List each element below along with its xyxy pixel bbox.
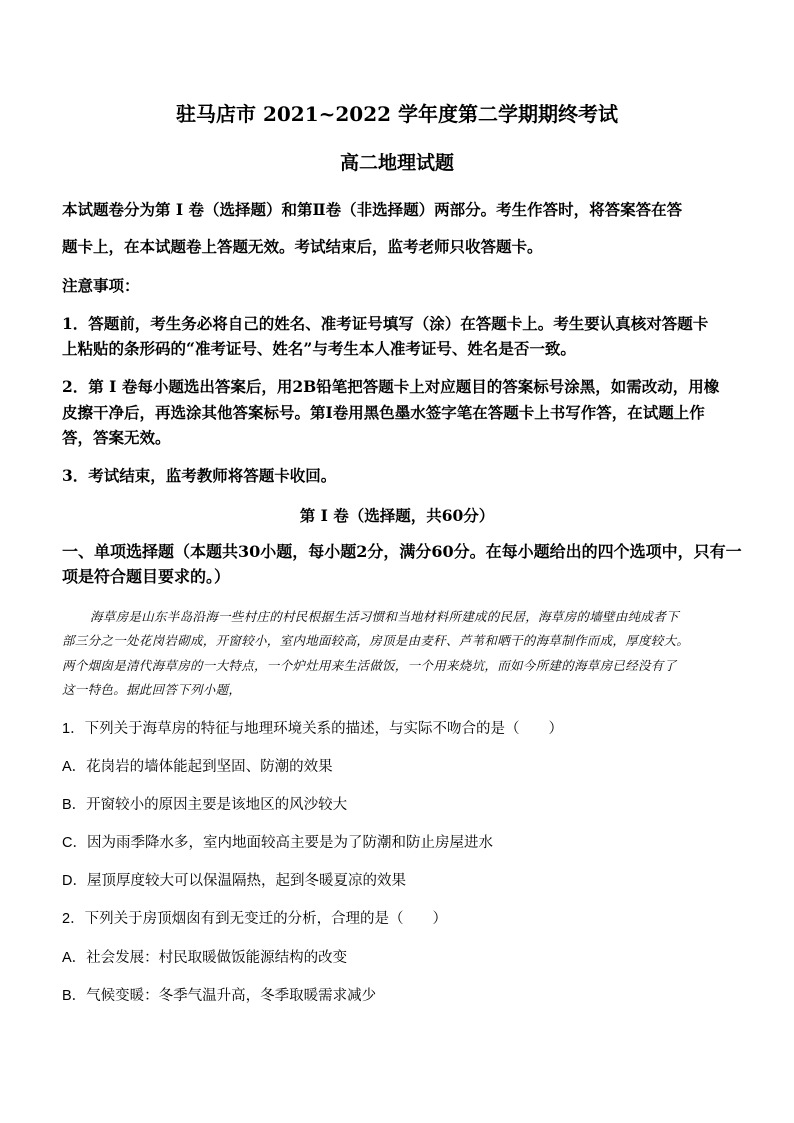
intro-line-1: 本试题卷分为第 I 卷（选择题）和第Ⅱ卷（非选择题）两部分。考生作答时，将答案答在答 [62, 200, 683, 219]
passage-line-1: 海草房是山东半岛沿海一些村庄的村民根据生活习惯和当地材料所建成的民居，海草房的墙壁由纯成者下 [90, 609, 679, 624]
question-1-stem: 1．下列关于海草房的特征与地理环境关系的描述，与实际不吻合的是（ ） [62, 721, 564, 737]
note-2-line-1: 2．第 I 卷每小题选出答案后，用2B铅笔把答题卡上对应题目的答案标号涂黑，如需改动，用橡 [62, 377, 720, 396]
passage-line-2: 部三分之一处花岗岩砌成，开窗较小，室内地面较高，房顶是由麦秆、芦苇和晒干的海草制作而成，厚度较大。 [62, 633, 690, 648]
note-1-line-2: 上粘贴的条形码的“准考证号、姓名”与考生本人准考证号、姓名是否一致。 [62, 339, 576, 358]
passage-line-3: 两个烟囱是清代海草房的一大特点，一个炉灶用来生活做饭，一个用来烧坑，而如今所建的海草房已经没有了 [62, 658, 677, 673]
question-1-option-b: B．开窗较小的原因主要是该地区的风沙较大 [62, 797, 348, 813]
section-instructions-line-1: 一、单项选择题（本题共30小题，每小题2分，满分60分。在每小题给出的四个选项中，只有一 [62, 542, 742, 561]
section-instructions-line-2: 项是符合题目要求的。） [62, 567, 231, 586]
passage-line-4: 这一特色。据此回答下列小题， [62, 682, 242, 697]
exam-title: 驻马店市 2021~2022 学年度第二学期期终考试 [175, 102, 618, 126]
note-1-line-1: 1．答题前，考生务必将自己的姓名、准考证号填写（涂）在答题卡上。考生要认真核对答题卡 [62, 314, 709, 333]
question-2-option-a: A．社会发展：村民取暖做饭能源结构的改变 [62, 950, 348, 966]
intro-line-2: 题卡上，在本试题卷上答题无效。考试结束后，监考老师只收答题卡。 [62, 237, 543, 256]
note-2-line-3: 答，答案无效。 [62, 428, 171, 447]
question-1-option-c: C．因为雨季降水多，室内地面较高主要是为了防潮和防止房屋进水 [62, 835, 493, 851]
question-2-option-b: B．气候变暖：冬季气温升高，冬季取暖需求减少 [62, 988, 377, 1004]
question-2-stem: 2．下列关于房顶烟囱有到无变迁的分析，合理的是（ ） [62, 911, 448, 927]
question-1-option-a: A．花岗岩的墙体能起到坚固、防潮的效果 [62, 759, 333, 775]
question-1-option-d: D．屋顶厚度较大可以保温隔热，起到冬暖夏凉的效果 [62, 873, 406, 889]
exam-subtitle: 高二地理试题 [339, 152, 454, 174]
note-3: 3．考试结束，监考教师将答题卡收回。 [62, 466, 337, 485]
part-title: 第 I 卷（选择题，共60分） [299, 506, 495, 525]
note-2-line-2: 皮擦干净后，再选涂其他答案标号。第I卷用黑色墨水签字笔在答题卡上书写作答，在试题上作 [62, 403, 705, 422]
notes-heading: 注意事项： [62, 276, 140, 295]
